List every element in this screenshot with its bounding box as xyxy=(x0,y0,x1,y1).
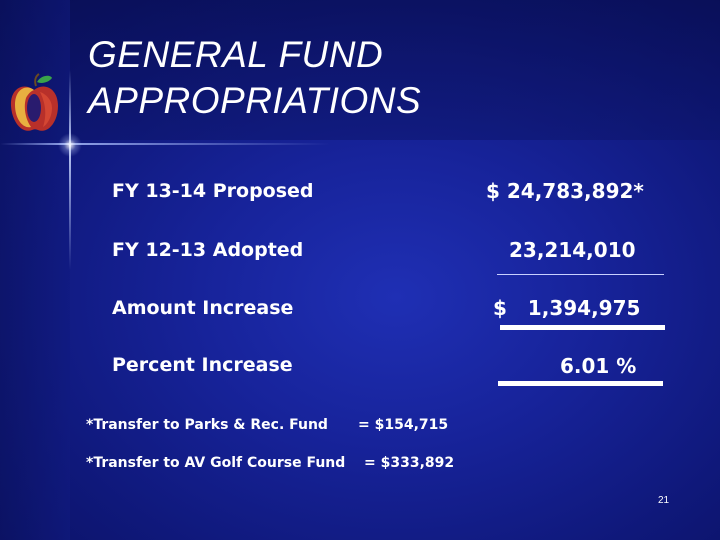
footnote-parks-label: *Transfer to Parks & Rec. Fund xyxy=(86,417,328,433)
decorative-vertical-line xyxy=(69,70,71,270)
decorative-horizontal-line xyxy=(0,143,330,145)
row-label-adopted: FY 12-13 Adopted xyxy=(112,239,304,261)
total-underline xyxy=(500,325,665,330)
sparkle-decoration xyxy=(58,133,82,157)
subtotal-rule xyxy=(497,274,664,275)
row-value-adopted: 23,214,010 xyxy=(509,238,636,262)
footnote-golf-label: *Transfer to AV Golf Course Fund xyxy=(86,455,346,471)
row-label-amount-increase: Amount Increase xyxy=(112,297,294,319)
row-label-percent-increase: Percent Increase xyxy=(112,354,293,376)
apple-logo-icon xyxy=(6,72,62,136)
page-number: 21 xyxy=(658,495,670,506)
footnote-parks-value: = $154,715 xyxy=(358,417,449,433)
slide-title xyxy=(88,32,421,124)
percent-underline xyxy=(498,381,663,386)
row-value-percent-increase: 6.01 % xyxy=(560,354,637,378)
row-value-amount-increase: $ 1,394,975 xyxy=(493,296,641,320)
row-value-proposed: $ 24,783,892* xyxy=(486,179,644,203)
title-line-2: APPROPRIATIONS xyxy=(88,80,422,121)
row-label-proposed: FY 13-14 Proposed xyxy=(112,180,314,202)
footnote-golf-value: = $333,892 xyxy=(364,455,455,471)
title-line-1: GENERAL FUND xyxy=(88,34,384,75)
